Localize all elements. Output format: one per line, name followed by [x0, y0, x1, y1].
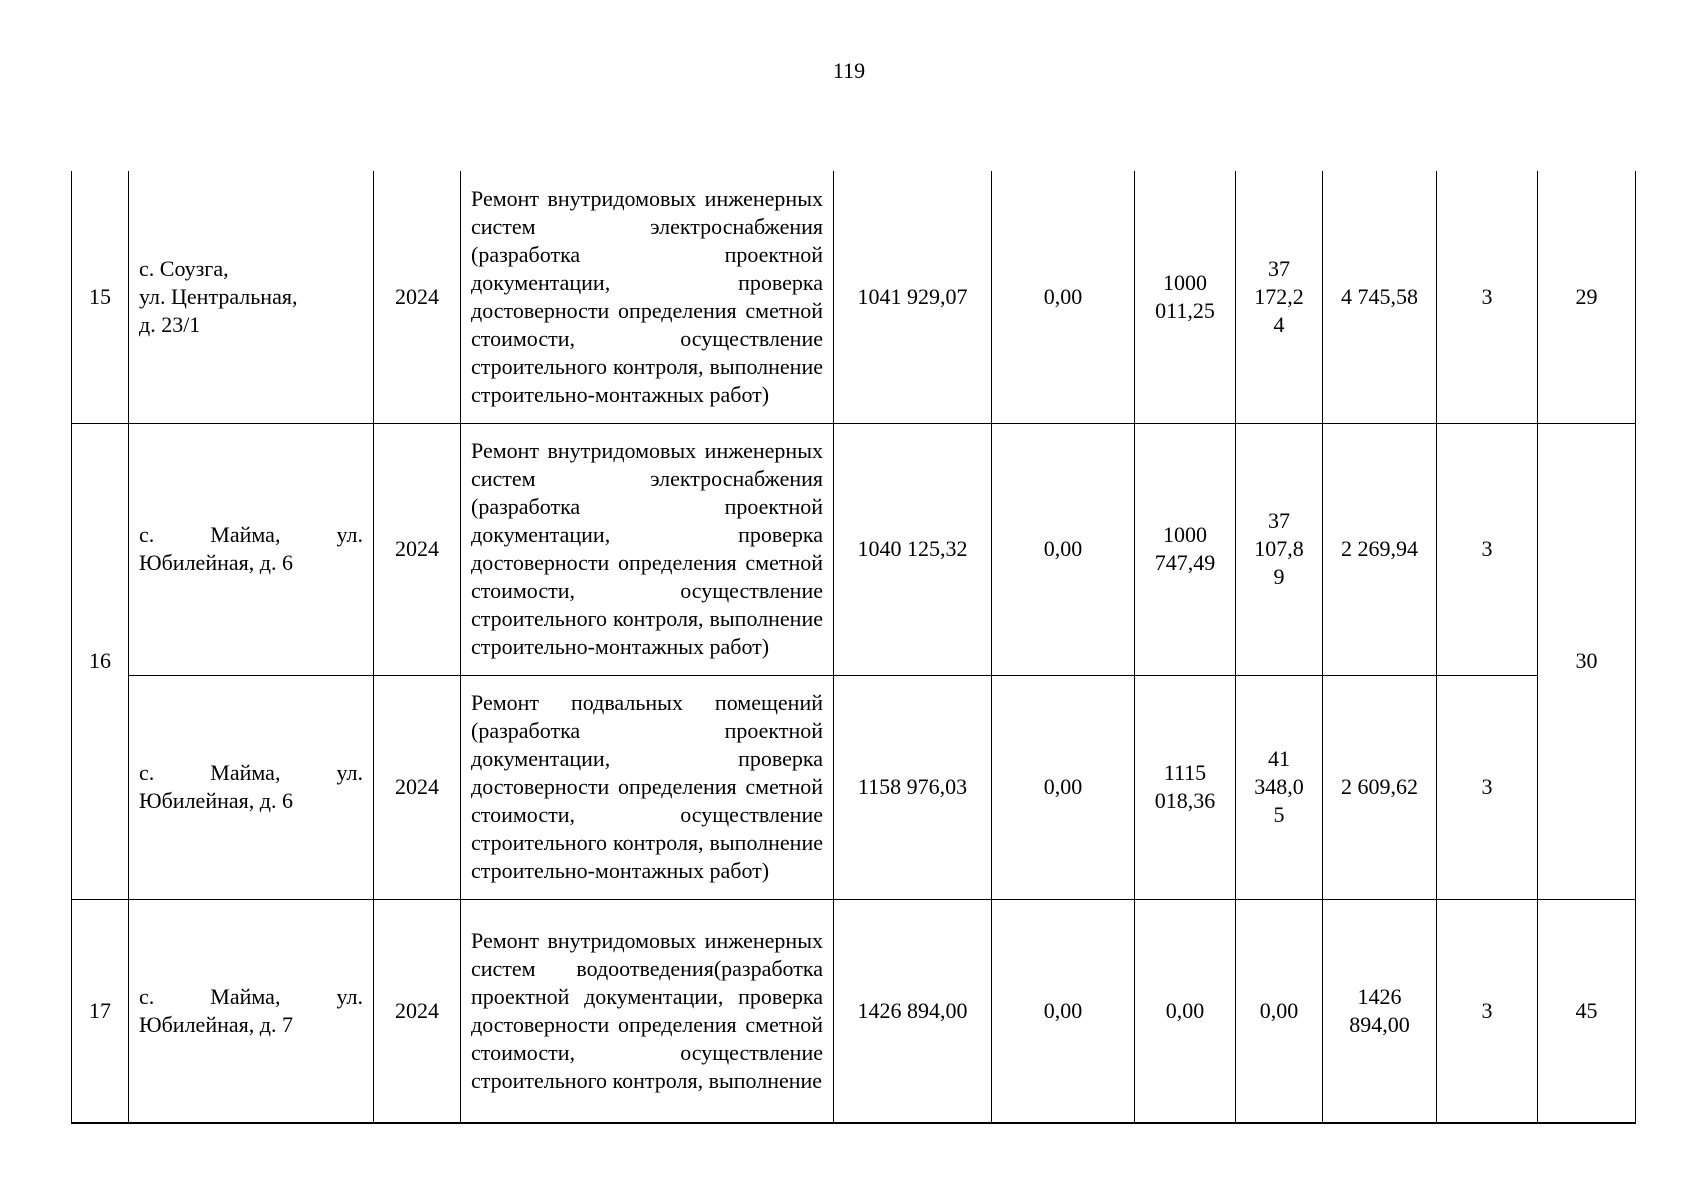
- cost-column-3: [1236, 899, 1323, 1123]
- count-column: 3: [1437, 423, 1538, 675]
- value-line: 2 269,94: [1341, 536, 1418, 561]
- total-cost-cell: 1158 976,03: [834, 675, 992, 899]
- count-column: 3: [1437, 171, 1538, 423]
- address-cell: [129, 171, 374, 423]
- year-cell: 2024: [374, 423, 461, 675]
- cost-column-1: 0,00: [992, 423, 1135, 675]
- value-line: 1115: [1163, 760, 1207, 785]
- address-cell: с. Майма, ул. Юбилейная, д. 6: [129, 423, 374, 675]
- count-column: 3: [1437, 675, 1538, 899]
- cost-column-1: 0,00: [992, 899, 1135, 1123]
- address-line: ул. Центральная,: [139, 283, 298, 309]
- value-line: 9: [1273, 564, 1285, 589]
- year-cell: 2024: [374, 675, 461, 899]
- repair-program-table: [71, 171, 1636, 1124]
- cost-column-2: [1135, 171, 1236, 423]
- value-line: 747,49: [1154, 550, 1216, 575]
- cost-column-3: [1236, 423, 1323, 675]
- count-column: 3: [1437, 899, 1538, 1123]
- cost-column-2: [1135, 675, 1236, 899]
- cost-column-2: [1135, 423, 1236, 675]
- work-description: Ремонт внутридомовых инженерных систем электроснабжения (разработка проектной документации, проверка достоверности определения сметной стоимости, осуществление строительного контроля, выполнение строительно-монтажных работ): [461, 171, 834, 423]
- table-row: [72, 423, 1636, 675]
- last-column: 29: [1538, 171, 1636, 423]
- address-cell: с. Майма, ул. Юбилейная, д. 6: [129, 675, 374, 899]
- row-number: 17: [72, 899, 129, 1123]
- value-line: 1000: [1163, 269, 1207, 295]
- row-number: 15: [72, 171, 129, 423]
- address-line: д. 23/1: [139, 311, 201, 337]
- year-cell: 2024: [374, 171, 461, 423]
- value-line: 4: [1273, 311, 1285, 337]
- last-column: 45: [1538, 899, 1636, 1123]
- work-description: Ремонт внутридомовых инженерных систем водоотведения(разработка проектной документации, проверка достоверности определения сметной стоимости, осуществление строительного контроля, выполнение: [461, 899, 834, 1123]
- value-line: 4 745,58: [1341, 283, 1418, 309]
- value-line: 1426: [1357, 983, 1402, 1009]
- total-cost-cell: 1426 894,00: [834, 899, 992, 1123]
- work-description: Ремонт подвальных помещений (разработка проектной документации, проверка достоверности определения сметной стоимости, осуществление строительного контроля, выполнение строительно-монтажных работ): [461, 675, 834, 899]
- value-line: 172,2: [1254, 283, 1304, 309]
- value-line: 5: [1273, 802, 1285, 827]
- cost-column-1: 0,00: [992, 675, 1135, 899]
- cost-column-2: [1135, 899, 1236, 1123]
- total-cost-cell: 1041 929,07: [834, 171, 992, 423]
- cost-column-4: [1323, 171, 1437, 423]
- value-line: 1000: [1163, 522, 1207, 547]
- value-line: 41: [1268, 746, 1290, 771]
- value-line: 37: [1268, 508, 1290, 533]
- value-line: 011,25: [1155, 297, 1215, 323]
- total-cost-cell: 1040 125,32: [834, 423, 992, 675]
- cost-column-3: [1236, 675, 1323, 899]
- value-line: 0,00: [1165, 997, 1205, 1023]
- value-line: 2 609,62: [1341, 774, 1418, 799]
- address-line: с. Соузга,: [139, 255, 229, 281]
- year-cell: 2024: [374, 899, 461, 1123]
- value-line: 018,36: [1154, 788, 1216, 813]
- value-line: 107,8: [1254, 536, 1304, 561]
- cost-column-4: [1323, 675, 1437, 899]
- value-line: 0,00: [1259, 997, 1299, 1023]
- cost-column-4: [1323, 423, 1437, 675]
- page-number: 119: [832, 58, 866, 83]
- table-row: [72, 899, 1636, 1123]
- value-line: 37: [1268, 255, 1290, 281]
- cost-column-4: [1323, 899, 1437, 1123]
- work-description: Ремонт внутридомовых инженерных систем электроснабжения (разработка проектной документации, проверка достоверности определения сметной стоимости, осуществление строительного контроля, выполнение строительно-монтажных работ): [461, 423, 834, 675]
- value-line: 894,00: [1349, 1011, 1410, 1037]
- address-cell: с. Майма, ул. Юбилейная, д. 7: [129, 899, 374, 1123]
- last-column: 30: [1538, 423, 1636, 899]
- cost-column-3: [1236, 171, 1323, 423]
- table-row: [72, 675, 1636, 899]
- table-row: [72, 171, 1636, 423]
- value-line: 348,0: [1254, 774, 1304, 799]
- cost-column-1: 0,00: [992, 171, 1135, 423]
- row-number: 16: [72, 423, 129, 899]
